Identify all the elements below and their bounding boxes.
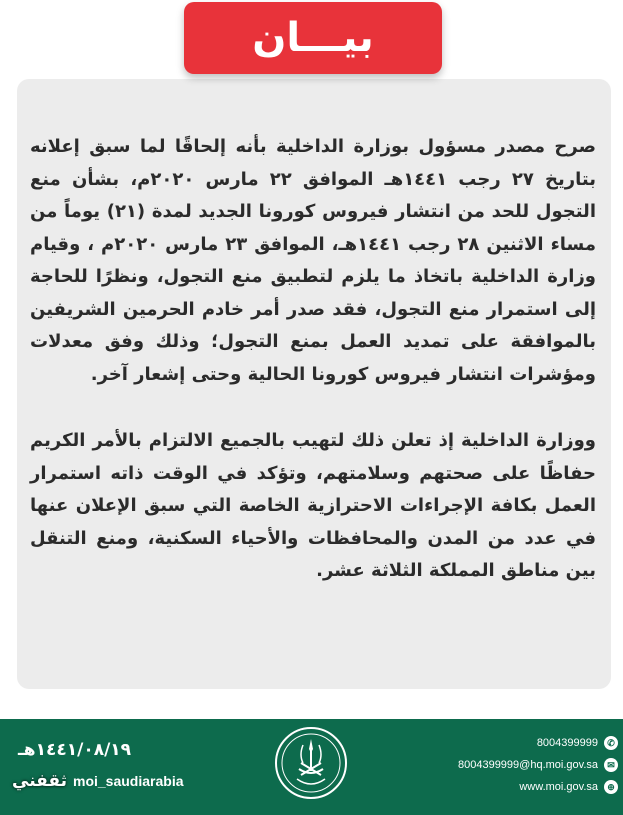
social-handle-row [12,771,184,791]
hijri-date: ١٤٤١/٠٨/١٩هـ [18,740,132,760]
contact-phone-text: 8004399999 [536,737,598,749]
contact-phone[interactable] [445,732,621,754]
footer-bar [0,719,623,815]
email-icon: ✉ [604,758,618,772]
social-handle[interactable]: moi_saudiarabia [73,773,184,789]
contact-list [445,732,621,798]
title-badge [184,2,442,74]
contact-email-text: 8004399999@hq.moi.gov.sa [457,759,598,771]
watermark-logo: ثقفني [12,771,67,791]
phone-icon: ✆ [604,736,618,750]
contact-email[interactable] [445,754,621,776]
contact-website-text: www.moi.gov.sa [519,781,598,793]
statement-body [30,131,596,622]
page-title: بيـــان [252,15,374,61]
statement-paragraph-1: صرح مصدر مسؤول بوزارة الداخلية بأنه إلحاقًا لما سبق إعلانه بتاريخ ٢٧ رجب ١٤٤١هـ الموافق ٢٢ مارس ٢٠٢٠م، بشأن منع التجول للحد من انتشار فيروس كورونا الجديد لمدة (٢١) يوماً من مساء الاثنين ٢٨ رجب ١٤٤١هـ، الموافق ٢٣ مارس ٢٠٢٠م ، وقيام وزارة الداخلية باتخاذ ما يلزم لتطبيق منع التجول، ونظرًا للحاجة إلى استمرار منع التجول، فقد صدر أمر خادم الحرمين الشريفين بالموافقة على تمديد العمل بمنع التجول؛ وذلك وفق معدلات ومؤشرات انتشار فيروس كورونا الحالية وحتى إشعار آخر. [30,136,596,385]
ministry-emblem-icon [273,725,349,801]
statement-paragraph-2: ووزارة الداخلية إذ تعلن ذلك لتهيب بالجميع الالتزام بالأمر الكريم حفاظًا على صحتهم وسلامتهم، وتؤكد في الوقت ذاته استمرار العمل بكافة الإجراءات الاحترازية الخاصة التي سبق الإعلان عنها في عدد من المدن والمحافظات والأحياء السكنية، ومنع التنقل بين مناطق المملكة الثلاثة عشر. [30,430,596,581]
contact-website[interactable] [445,776,621,798]
globe-icon: ⊕ [604,780,618,794]
